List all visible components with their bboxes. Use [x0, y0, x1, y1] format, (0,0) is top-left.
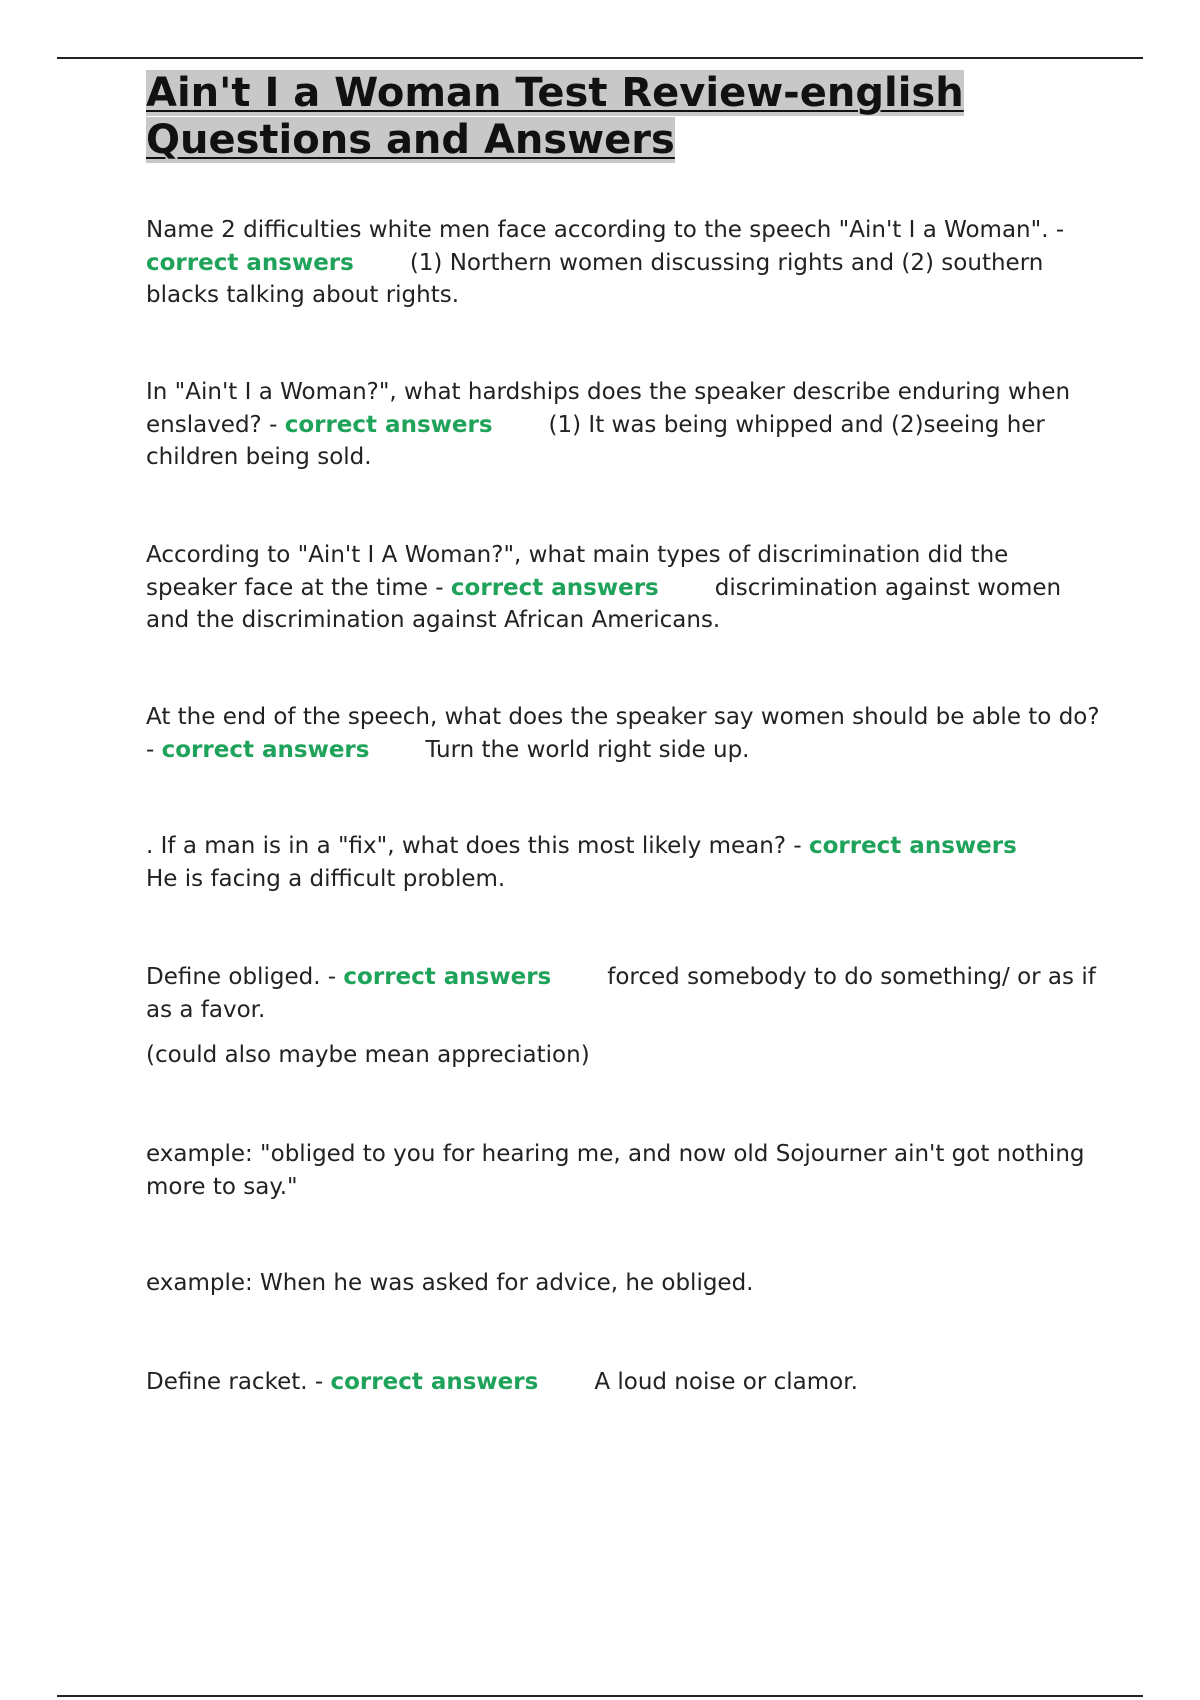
answer-text: Turn the world right side up. [425, 736, 750, 763]
note-example-2: example: When he was asked for advice, he obliged. [146, 1270, 754, 1296]
answer-text: (1) It was being whipped and (2)seeing her children being sold. [146, 411, 1045, 470]
document-body [146, 70, 1101, 1395]
question-text: According to "Ain't I A Woman?", what main types of discrimination did the speaker face at the time - [146, 542, 1009, 601]
correct-answers-label: correct answers [284, 411, 493, 438]
question-text: Define obliged. - [146, 964, 344, 990]
qa-item-4 [146, 701, 1101, 766]
question-text: In "Ain't I a Woman?", what hardships does the speaker describe enduring when enslaved? - [146, 379, 1071, 438]
question-text: Define racket. - [146, 1369, 331, 1395]
qa-item-1 [146, 214, 1101, 312]
title-line-1: Ain't I a Woman Test Review-english [146, 70, 964, 116]
question-text: Name 2 difficulties white men face according to the speech "Ain't I a Woman". - [146, 217, 1065, 243]
qa-item-2 [146, 376, 1101, 474]
answer-text: He is facing a difficult problem. [146, 865, 506, 892]
title-line-2: Questions and Answers [146, 117, 675, 163]
note-appreciation: (could also maybe mean appreciation) [146, 1042, 590, 1068]
question-text: . If a man is in a "fix", what does this most likely mean? - [146, 833, 809, 859]
correct-answers-label: correct answers [450, 574, 659, 601]
qa-item-6 [146, 961, 1101, 1026]
qa-item-7 [146, 1366, 858, 1399]
note-example-1: example: "obliged to you for hearing me, and now old Sojourner ain't got nothing more to say." [146, 1141, 1085, 1200]
answer-text: A loud noise or clamor. [594, 1369, 858, 1395]
correct-answers-label: correct answers [330, 1369, 539, 1395]
correct-answers-label: correct answers [343, 964, 552, 990]
top-rule [57, 57, 1143, 59]
qa-item-5 [146, 830, 1101, 895]
bottom-rule [57, 1695, 1143, 1697]
answer-text: (1) Northern women discussing rights and (2) southern blacks talking about rights. [146, 249, 1044, 308]
question-text: At the end of the speech, what does the speaker say women should be able to do? - [146, 704, 1100, 763]
qa-item-3 [146, 539, 1101, 637]
correct-answers-label: correct answers [161, 736, 370, 763]
document-title [146, 70, 1101, 164]
correct-answers-label: correct answers [146, 249, 354, 276]
answer-text: discrimination against women and the discrimination against African Americans. [146, 574, 1062, 633]
correct-answers-label: correct answers [808, 833, 1017, 859]
answer-text: forced somebody to do something/ or as if as a favor. [146, 964, 1096, 1023]
